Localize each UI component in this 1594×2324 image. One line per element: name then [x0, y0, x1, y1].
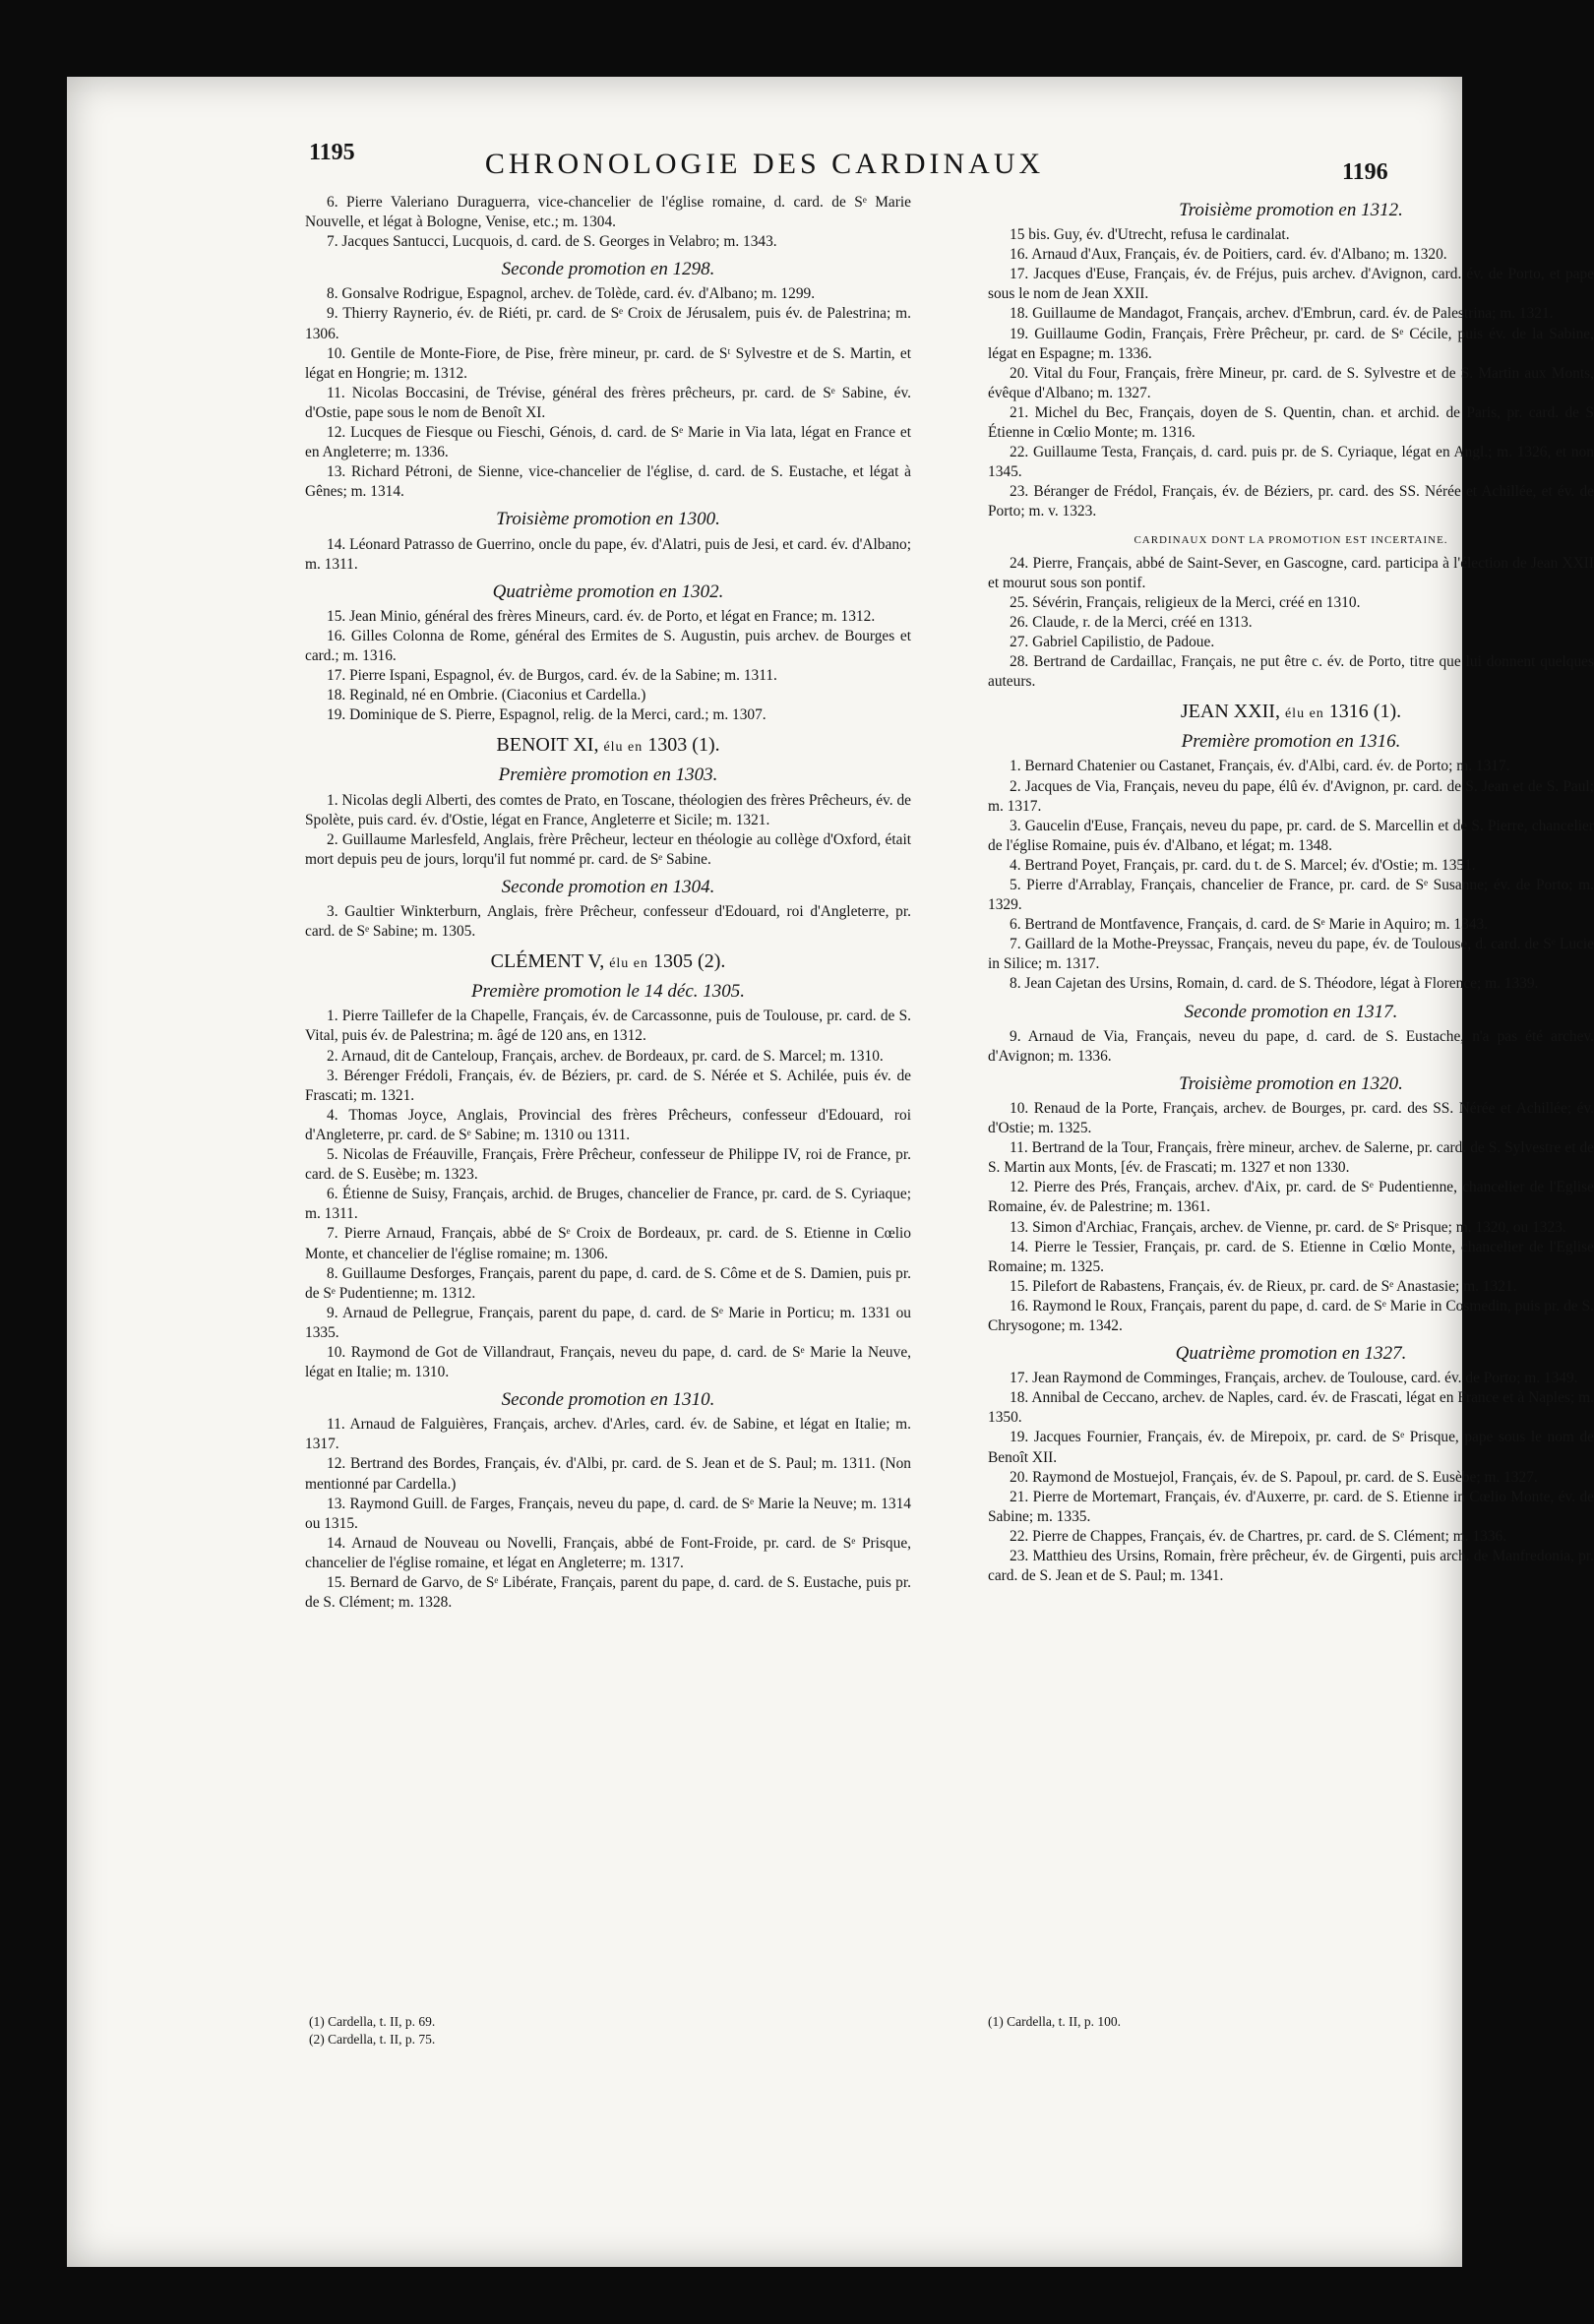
cardinal-entry: 9. Thierry Raynerio, év. de Riéti, pr. card. de Sᵉ Croix de Jérusalem, puis év. de Palestrina; m. 1306.	[305, 305, 911, 342]
cardinal-entry: 8. Guillaume Desforges, Français, parent du pape, d. card. de S. Côme et de S. Damien, puis pr. de Sᵉ Pudentienne; m. 1312.	[305, 1264, 911, 1302]
cardinal-entry: 19. Jacques Fournier, Français, év. de Mirepoix, pr. card. de Sᵉ Prisque, pape sous le nom de Benoît XII.	[988, 1429, 1594, 1466]
pope-heading	[305, 951, 911, 974]
pope-year: 1303 (1).	[647, 734, 720, 757]
promotion-heading: Première promotion en 1303.	[498, 764, 718, 786]
pope-heading	[988, 702, 1594, 724]
cardinal-entry: 27. Gabriel Capilistio, de Padoue.	[1010, 633, 1215, 650]
pope-name: CLÉMENT V,	[490, 950, 605, 973]
cardinal-entry: 11. Arnaud de Falguières, Français, archev. d'Arles, card. év. de Sabine, et légat en Italie; m. 1317.	[305, 1416, 911, 1453]
footnote: (1) Cardella, t. II, p. 69.	[309, 2014, 436, 2029]
cardinal-entry: 15. Jean Minio, général des frères Mineurs, card. év. de Porto, et légat en France; m. 1312.	[327, 607, 876, 625]
pope-name: BENOIT XI,	[496, 734, 599, 757]
cardinal-entry: 13. Richard Pétroni, de Sienne, vice-chancelier de l'église, d. card. de S. Eustache, et légat à Gênes; m. 1314.	[305, 463, 911, 501]
cardinal-entry: 1. Pierre Taillefer de la Chapelle, Français, év. de Carcassonne, puis de Toulouse, pr. card. de S. Vital, puis év. de Palestrina; m. âgé de 120 ans, en 1312.	[305, 1008, 911, 1045]
cardinal-entry: 4. Bertrand Poyet, Français, pr. card. du t. de S. Marcel; év. d'Ostie; m. 1351.	[1010, 856, 1476, 874]
cardinal-entry: 17. Jacques d'Euse, Français, év. de Fréjus, puis archev. d'Avignon, card. év. de Porto, et pape sous le nom de Jean XXII.	[988, 266, 1594, 303]
pope-elected-label: élu en	[603, 740, 644, 756]
cardinal-entry: 13. Simon d'Archiac, Français, archev. de Vienne, pr. card. de Sᵉ Prisque; m. 1320, ou 1323.	[1010, 1218, 1566, 1236]
cardinal-entry: 9. Arnaud de Pellegrue, Français, parent du pape, d. card. de Sᵉ Marie in Porticu; m. 1331 ou 1335.	[305, 1304, 911, 1341]
cardinal-entry: 14. Arnaud de Nouveau ou Novelli, Français, abbé de Font-Froide, pr. card. de Sᵉ Prisque, chancelier de l'église romaine, et légat en Angleterre; m. 1317.	[305, 1534, 911, 1571]
cardinal-entry: 20. Raymond de Mostuejol, Français, év. de S. Papoul, pr. card. de S. Eusèbe; m. 1327.	[1010, 1468, 1538, 1486]
cardinal-entry: 16. Raymond le Roux, Français, parent du pape, d. card. de Sᵉ Marie in Cosmedin, puis pr. de S. Chrysogone; m. 1342.	[988, 1297, 1594, 1334]
promotion-heading: Quatrième promotion en 1302.	[492, 581, 724, 602]
cardinal-entry: 4. Thomas Joyce, Anglais, Provincial des frères Prêcheurs, confesseur d'Edouard, roi d'Angleterre, pr. card. de Sᵉ Sabine; m. 1310 ou 1311.	[305, 1106, 911, 1143]
cardinal-entry: 11. Bertrand de la Tour, Français, frère mineur, archev. de Salerne, pr. card. de S. Sylvestre et de S. Martin aux Monts, [év. de Frascati; m. 1327 et non 1330.	[988, 1139, 1594, 1177]
cardinal-entry: 17. Pierre Ispani, Espagnol, év. de Burgos, card. év. de la Sabine; m. 1311.	[327, 667, 777, 685]
cardinal-entry: 6. Pierre Valeriano Duraguerra, vice-chancelier de l'église romaine, d. card. de Sᵉ Marie Nouvelle, et légat à Bologne, Venise, etc.; m. 1304.	[305, 194, 911, 231]
page-number-left: 1195	[309, 140, 355, 165]
cardinal-entry: 6. Bertrand de Montfavence, Français, d. card. de Sᵉ Marie in Aquiro; m. 1343.	[1010, 916, 1489, 934]
cardinal-entry: 3. Gaucelin d'Euse, Français, neveu du pape, pr. card. de S. Marcellin et de S. Pierre, chancelier de l'église Romaine, puis év. d'Albano, et légat; m. 1348.	[988, 817, 1594, 854]
cardinal-entry: 13. Raymond Guill. de Farges, Français, neveu du pape, d. card. de Sᵉ Marie la Neuve; m. 1314 ou 1315.	[305, 1495, 911, 1532]
pope-name: JEAN XXII,	[1180, 701, 1280, 723]
pope-year: 1305 (2).	[653, 950, 726, 973]
footnote: (2) Cardella, t. II, p. 75.	[309, 2032, 436, 2047]
footnote: (1) Cardella, t. II, p. 100.	[988, 2014, 1121, 2029]
cardinal-entry: 21. Michel du Bec, Français, doyen de S. Quentin, chan. et archid. de Paris, pr. card. de S Étienne in Cœlio Monte; m. 1316.	[988, 403, 1594, 442]
pope-elected-label: élu en	[609, 956, 649, 972]
cardinal-entry: 8. Jean Cajetan des Ursins, Romain, d. card. de S. Théodore, légat à Florence; m. 1339.	[1010, 975, 1539, 993]
cardinal-entry: 6. Étienne de Suisy, Français, archid. de Bruges, chancelier de France, pr. card. de S. Cyriaque; m. 1311.	[305, 1186, 911, 1223]
cardinal-entry: 12. Pierre des Prés, Français, archev. d'Aix, pr. card. de Sᵉ Pudentienne, chancelier de l'Eglise Romaine, év. de Palestrine; m. 1361.	[988, 1179, 1594, 1216]
cardinal-entry: 10. Raymond de Got de Villandraut, Français, neveu du pape, d. card. de Sᵉ Marie la Neuve, légat en Italie; m. 1310.	[305, 1343, 911, 1381]
cardinal-entry: 5. Pierre d'Arrablay, Français, chancelier de France, pr. card. de Sᵉ Susanne; év. de Porto; m. 1329.	[988, 877, 1594, 914]
cardinal-entry: 14. Pierre le Tessier, Français, pr. card. de S. Etienne in Cœlio Monte, chancelier de l'Eglise Romaine; m. 1325.	[988, 1238, 1594, 1275]
promotion-heading: Troisième promotion en 1320.	[1179, 1072, 1403, 1094]
promotion-heading: Quatrième promotion en 1327.	[1175, 1343, 1407, 1365]
promotion-heading: Troisième promotion en 1312.	[1179, 200, 1403, 220]
cardinal-entry: 7. Gaillard de la Mothe-Preyssac, Français, neveu du pape, év. de Toulouse, d. card. de Sᵉ Lucie in Silice; m. 1317.	[988, 936, 1594, 973]
promotion-heading: Première promotion en 1316.	[1181, 731, 1401, 753]
cardinal-entry: 25. Sévérin, Français, religieux de la Merci, créé en 1310.	[1010, 593, 1361, 611]
cardinal-entry: 19. Dominique de S. Pierre, Espagnol, relig. de la Merci, card.; m. 1307.	[327, 706, 766, 724]
cardinal-entry: 11. Nicolas Boccasini, de Trévise, général des frères prêcheurs, pr. card. de Sᵉ Sabine, év. d'Ostie, pape sous le nom de Benoît XI.	[305, 384, 911, 421]
promotion-heading: Seconde promotion en 1298.	[501, 259, 715, 280]
scanned-page	[67, 77, 1594, 2267]
pope-elected-label: élu en	[1284, 706, 1324, 722]
cardinal-entry: 7. Pierre Arnaud, Français, abbé de Sᵉ Croix de Bordeaux, pr. card. de S. Etienne in Cœlio Monte, et chancelier de l'église romaine; m. 1306.	[305, 1225, 911, 1262]
cardinal-entry: 10. Gentile de Monte-Fiore, de Pise, frère mineur, pr. card. de Sᵗ Sylvestre et de S. Martin, et légat en Hongrie; m. 1312.	[305, 344, 911, 382]
cardinal-entry: 18. Annibal de Ceccano, archev. de Naples, card. év. de Frascati, légat en France et à Naples; m. 1350.	[988, 1389, 1594, 1427]
cardinal-entry: 12. Bertrand des Bordes, Français, év. d'Albi, pr. card. de S. Jean et de S. Paul; m. 1311. (Non mentionné par Cardella.)	[305, 1455, 911, 1493]
left-footnotes	[309, 2013, 435, 2049]
pope-heading	[305, 735, 911, 758]
cardinal-entry: 10. Renaud de la Porte, Français, archev. de Bourges, pr. card. des SS. Nérée et Achillée; év. d'Ostie; m. 1325.	[988, 1099, 1594, 1137]
left-column	[305, 193, 911, 1613]
running-title: CHRONOLOGIE DES CARDINAUX	[484, 148, 1045, 180]
cardinal-entry: 3. Bérenger Frédoli, Français, év. de Béziers, pr. card. de S. Nérée et S. Achilée, puis év. de Frascati; m. 1321.	[305, 1067, 911, 1104]
cardinal-entry: 3. Gaultier Winkterburn, Anglais, frère Prêcheur, confesseur d'Edouard, roi d'Angleterre, pr. card. de Sᵉ Sabine; m. 1305.	[305, 903, 911, 941]
cardinal-entry: 12. Lucques de Fiesque ou Fieschi, Génois, d. card. de Sᵉ Marie in Via lata, légat en France et en Angleterre; m. 1336.	[305, 424, 911, 461]
pope-year: 1316 (1).	[1328, 701, 1402, 723]
cardinal-entry: 15. Bernard de Garvo, de Sᵉ Libérate, Français, parent du pape, d. card. de S. Eustache, puis pr. de S. Clément; m. 1328.	[305, 1574, 911, 1612]
cardinal-entry: 23. Béranger de Frédol, Français, év. de Béziers, pr. card. des SS. Nérée et Achillée, et év. de Porto; m. v. 1323.	[988, 483, 1594, 520]
cardinal-entry: 20. Vital du Four, Français, frère Mineur, pr. card. de S. Sylvestre et de S. Martin aux Monts, évêque d'Albano; m. 1327.	[988, 364, 1594, 401]
promotion-heading: Seconde promotion en 1304.	[501, 876, 715, 897]
cardinal-entry: 15. Pilefort de Rabastens, Français, év. de Rieux, pr. card. de Sᵉ Anastasie; m. 1321.	[1010, 1277, 1517, 1295]
right-footnotes	[988, 2013, 1121, 2031]
section-heading: CARDINAUX DONT LA PROMOTION EST INCERTAINE.	[1134, 533, 1448, 546]
promotion-heading: Seconde promotion en 1317.	[1184, 1001, 1398, 1022]
cardinal-entry: 14. Léonard Patrasso de Guerrino, oncle du pape, év. d'Alatri, puis de Jesi, et card. év. d'Albano; m. 1311.	[305, 535, 911, 573]
promotion-heading: Première promotion le 14 déc. 1305.	[470, 981, 746, 1003]
page-number-right: 1196	[1342, 159, 1388, 185]
cardinal-entry: 15 bis. Guy, év. d'Utrecht, refusa le cardinalat.	[1010, 226, 1290, 244]
cardinal-entry: 16. Arnaud d'Aux, Français, év. de Poitiers, card. év. d'Albano; m. 1320.	[1010, 246, 1447, 264]
cardinal-entry: 28. Bertrand de Cardaillac, Français, ne put être c. év. de Porto, titre que lui donnent quelques auteurs.	[988, 653, 1594, 691]
cardinal-entry: 2. Guillaume Marlesfeld, Anglais, frère Prêcheur, lecteur en théologie au collège d'Oxford, était mort depuis peu de jours, lorqu'il fut nommé pr. card. de Sᵉ Sabine.	[305, 830, 911, 868]
cardinal-entry: 24. Pierre, Français, abbé de Saint-Sever, en Gascogne, card. participa à l'élection de Jean XXII et mourut sous son pontif.	[988, 554, 1594, 591]
cardinal-entry: 8. Gonsalve Rodrigue, Espagnol, archev. de Tolède, card. év. d'Albano; m. 1299.	[327, 285, 816, 303]
cardinal-entry: 22. Guillaume Testa, Français, d. card. puis pr. de S. Cyriaque, légat en Angl.; m. 1326, et non 1345.	[988, 444, 1594, 481]
cardinal-entry: 7. Jacques Santucci, Lucquois, d. card. de S. Georges in Velabro; m. 1343.	[327, 233, 777, 251]
cardinal-entry: 1. Bernard Chatenier ou Castanet, Français, év. d'Albi, card. év. de Porto; m. 1317.	[1010, 758, 1510, 775]
cardinal-entry: 23. Matthieu des Ursins, Romain, frère prêcheur, év. de Girgenti, puis arch. de Manfredonia, pr. card. de S. Jean et de S. Paul; m. 1341.	[988, 1548, 1594, 1585]
cardinal-entry: 21. Pierre de Mortemart, Français, év. d'Auxerre, pr. card. de S. Etienne in Cœlio Monte, év. de Sabine; m. 1335.	[988, 1488, 1594, 1525]
right-column	[988, 193, 1594, 1586]
cardinal-entry: 18. Reginald, né en Ombrie. (Ciaconius et Cardella.)	[327, 687, 646, 704]
cardinal-entry: 17. Jean Raymond de Comminges, Français, archev. de Toulouse, card. év. de Porto; m. 1349.	[1010, 1370, 1578, 1387]
cardinal-entry: 9. Arnaud de Via, Français, neveu du pape, d. card. de S. Eustache, n'a pas été archev. d'Avignon; m. 1336.	[988, 1027, 1594, 1065]
cardinal-entry: 16. Gilles Colonna de Rome, général des Ermites de S. Augustin, puis archev. de Bourges et card.; m. 1316.	[305, 627, 911, 664]
cardinal-entry: 22. Pierre de Chappes, Français, év. de Chartres, pr. card. de S. Clément; m. 1336.	[1010, 1527, 1507, 1545]
promotion-heading: Seconde promotion en 1310.	[501, 1389, 715, 1411]
promotion-heading: Troisième promotion en 1300.	[496, 509, 720, 530]
cardinal-entry: 18. Guillaume de Mandagot, Français, archev. d'Embrun, card. év. de Palestrina; m. 1321.	[1010, 305, 1554, 323]
cardinal-entry: 1. Nicolas degli Alberti, des comtes de Prato, en Toscane, théologien des frères Prêcheurs, év. de Spolète, puis card. év. d'Ostie, légat en France, Angleterre et Sicile; m. 1321.	[305, 791, 911, 828]
cardinal-entry: 5. Nicolas de Fréauville, Français, Frère Prêcheur, confesseur de Philippe IV, roi de France, pr. card. de S. Eusèbe; m. 1323.	[305, 1146, 911, 1184]
cardinal-entry: 2. Jacques de Via, Français, neveu du pape, élû év. d'Avignon, pr. card. de S. Jean et de S. Paul; m. 1317.	[988, 777, 1594, 815]
cardinal-entry: 2. Arnaud, dit de Canteloup, Français, archev. de Bordeaux, pr. card. de S. Marcel; m. 1310.	[327, 1047, 884, 1065]
cardinal-entry: 26. Claude, r. de la Merci, créé en 1313.	[1010, 613, 1253, 631]
cardinal-entry: 19. Guillaume Godin, Français, Frère Prêcheur, pr. card. de Sᵉ Cécile, puis év. de la Sabine, légat en Espagne; m. 1336.	[988, 325, 1594, 362]
